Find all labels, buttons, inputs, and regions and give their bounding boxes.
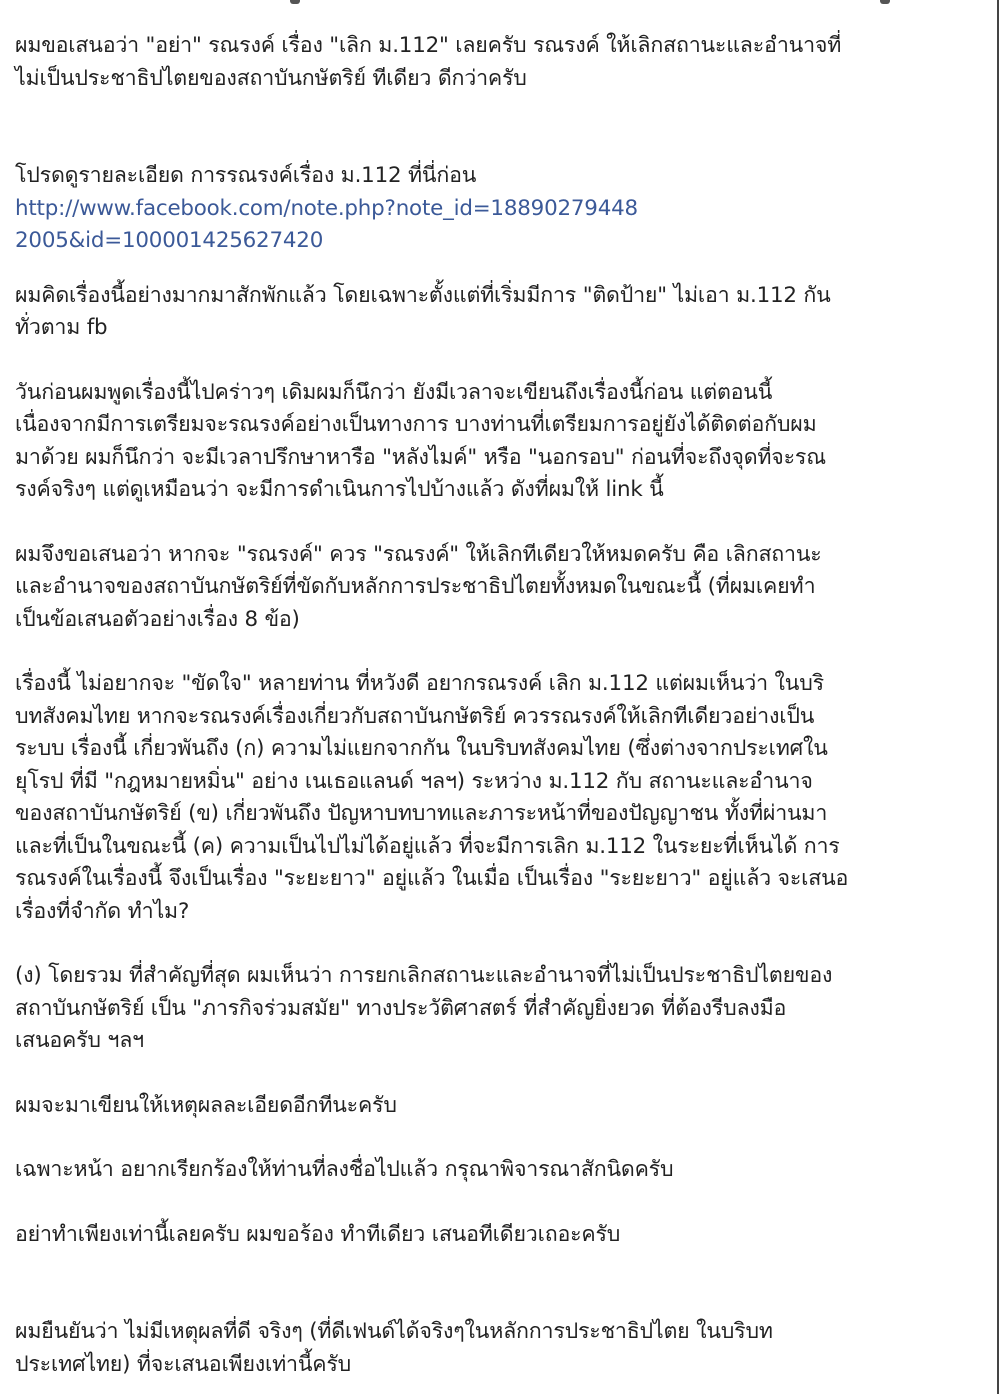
text-line: ยุโรป ที่มี "กฎหมายหมิ่น" อย่าง เนเธอแลนด์ ฯลฯ) ระหว่าง ม.112 กับ สถานะและอำนาจ	[15, 768, 813, 794]
text-line: เฉพาะหน้า อยากเรียกร้องให้ท่านที่ลงชื่อไปแล้ว กรุณาพิจารณาสักนิดครับ	[15, 1157, 674, 1182]
text-line: และที่เป็นในขณะนี้ (ค) ความเป็นไปไม่ได้อยู่แล้ว ที่จะมีการเลิก ม.112 ในระยะที่เห็นได้ การ	[15, 833, 840, 859]
paragraph-campaign-proposal	[15, 539, 987, 637]
text-line: ผมคิดเรื่องนี้อย่างมากมาสักพักแล้ว โดยเฉพาะตั้งแต่ที่เริ่มมีการ "ติดป้าย" ไม่เอา ม.112 กัน	[15, 282, 831, 308]
text-line: บทสังคมไทย หากจะรณรงค์เรื่องเกี่ยวกับสถาบันกษัตริย์ ควรรณรงค์ให้เลิกทีเดียวอย่างเป็น	[15, 703, 815, 729]
text-line: เรื่องนี้ ไม่อยากจะ "ขัดใจ" หลายท่าน ที่หวังดี อยากรณรงค์ เลิก ม.112 แต่ผมเห็นว่า ในบริ	[15, 671, 824, 696]
text-line: เนื่องจากมีการเตรียมจะรณรงค์อย่างเป็นทางการ บางท่านที่เตรียมการอยู่ยังได้ติดต่อกับผม	[15, 412, 817, 437]
note-link-continued[interactable]: 2005&id=100001425627420	[15, 228, 324, 253]
text-line: ทั่วตาม fb	[15, 315, 108, 340]
paragraph-request	[15, 1154, 987, 1187]
text-line: ระบบ เรื่องนี้ เกี่ยวพันถึง (ก) ความไม่แยกจากกัน ในบริบทสังคมไทย (ซึ่งต่างจากประเทศใน	[15, 736, 828, 761]
note-link[interactable]: http://www.facebook.com/note.php?note_id=18890279448	[15, 195, 638, 221]
paragraph-reasons	[15, 668, 987, 928]
text-line: อย่าทำเพียงเท่านี้เลยครับ ผมขอร้อง ทำทีเดียว เสนอทีเดียวเถอะครับ	[15, 1221, 621, 1247]
text-line: ไม่เป็นประชาธิปไตยของสถาบันกษัตริย์ ทีเดียว ดีกว่าครับ	[15, 65, 527, 91]
paragraph-conclusion	[15, 1316, 987, 1381]
text-line: รงค์จริงๆ แต่ดูเหมือนว่า จะมีการดำเนินการไปบ้างแล้ว ดังที่ผมให้ link นี้	[15, 477, 664, 502]
paragraph-proposal	[15, 30, 987, 95]
cropped-previous-text	[0, 0, 997, 8]
paragraph-thinking	[15, 280, 987, 345]
text-line: วันก่อนผมพูดเรื่องนี้ไปคร่าวๆ เดิมผมก็นึกว่า ยังมีเวลาจะเขียนถึงเรื่องนี้ก่อน แต่ตอนนี้	[15, 379, 773, 405]
text-line: เรื่องที่จำกัด ทำไม?	[15, 898, 190, 924]
text-line: เสนอครับ ฯลฯ	[15, 1028, 144, 1053]
text-line: ผมจะมาเขียนให้เหตุผลละเอียดอีกทีนะครับ	[15, 1092, 397, 1118]
text-line: สถาบันกษัตริย์ เป็น "ภารกิจร่วมสมัย" ทางประวัติศาสตร์ ที่สำคัญยิ่งยวด ที่ต้องรีบลงมือ	[15, 995, 787, 1021]
note-link-line-1[interactable]	[15, 193, 987, 226]
note-link-line-2[interactable]	[15, 225, 987, 258]
text-line: โปรดดูรายละเอียด การรณรงค์เรื่อง ม.112 ที่นี่ก่อน	[15, 163, 477, 188]
text-line: ประเทศไทย) ที่จะเสนอเพียงเท่านี้ครับ	[15, 1351, 352, 1377]
paragraph-summary	[15, 960, 987, 1058]
paragraph-details	[15, 160, 987, 258]
text-line: ผมขอเสนอว่า "อย่า" รณรงค์ เรื่อง "เลิก ม.112" เลยครับ รณรงค์ ให้เลิกสถานะและอำนาจที่	[15, 33, 842, 58]
paragraph-follow-up	[15, 1090, 987, 1123]
text-line: ผมจึงขอเสนอว่า หากจะ "รณรงค์" ควร "รณรงค์" ให้เลิกทีเดียวให้หมดครับ คือ เลิกสถานะ	[15, 541, 822, 567]
text-line: เป็นข้อเสนอตัวอย่างเรื่อง 8 ข้อ)	[15, 606, 300, 632]
paragraph-plea	[15, 1219, 987, 1252]
text-line: ของสถาบันกษัตริย์ (ข) เกี่ยวพันถึง ปัญหาบทบาทและภาระหน้าที่ของปัญญาชน ทั้งที่ผ่านมา	[15, 801, 828, 826]
post-body	[15, 30, 987, 1381]
text-line: มาด้วย ผมก็นึกว่า จะมีเวลาปรึกษาหารือ "หลังไมค์" หรือ "นอกรอบ" ก่อนที่จะถึงจุดที่จะรณ	[15, 444, 826, 470]
text-line: ผมยืนยันว่า ไม่มีเหตุผลที่ดี จริงๆ (ที่ดีเฟนด์ได้จริงๆในหลักการประชาธิปไตย ในบริบท	[15, 1319, 773, 1344]
text-line: และอำนาจของสถาบันกษัตริย์ที่ขัดกับหลักการประชาธิปไตยทั้งหมดในขณะนี้ (ที่ผมเคยทำ	[15, 574, 816, 599]
paragraph-background	[15, 377, 987, 507]
text-line: (ง) โดยรวม ที่สำคัญที่สุด ผมเห็นว่า การยกเลิกสถานะและอำนาจที่ไม่เป็นประชาธิปไตยของ	[15, 963, 833, 988]
text-line: รณรงค์ในเรื่องนี้ จึงเป็นเรื่อง "ระยะยาว" อยู่แล้ว ในเมื่อ เป็นเรื่อง "ระยะยาว" อยู่แล้ว จะเสนอ	[15, 866, 849, 891]
